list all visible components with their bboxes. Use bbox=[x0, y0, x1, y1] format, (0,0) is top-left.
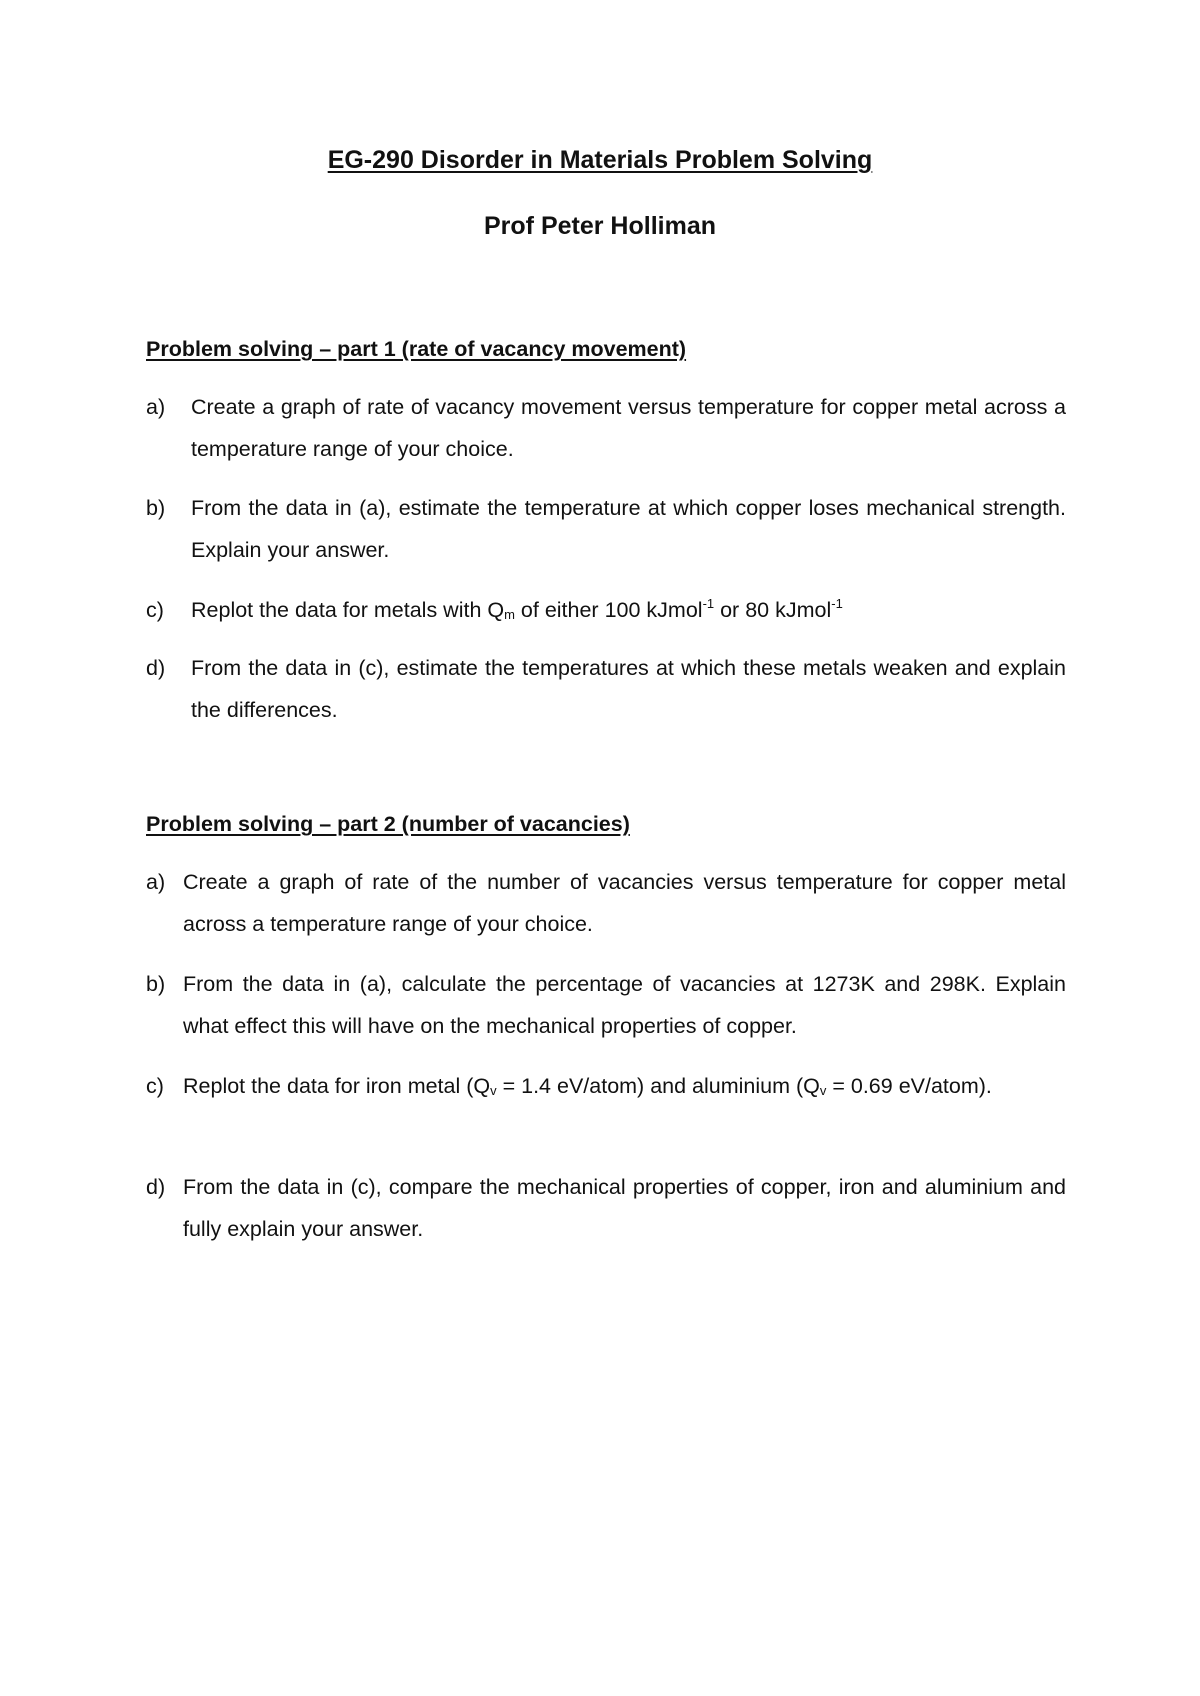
question-label: a) bbox=[146, 395, 166, 419]
text-segment: Replot the data for iron metal (Q bbox=[183, 1074, 491, 1098]
text-segment: of either 100 kJmol bbox=[514, 598, 703, 622]
subscript: m bbox=[504, 607, 515, 622]
question-label: c) bbox=[146, 598, 164, 622]
question-label: d) bbox=[146, 656, 166, 680]
question-text: From the data in (a), estimate the temperature at which copper loses mechanical strength. Explain your answer. bbox=[191, 496, 1066, 562]
document-author: Prof Peter Holliman bbox=[484, 212, 716, 240]
question-text: From the data in (c), compare the mechanical properties of copper, iron and aluminium and fully explain your answer. bbox=[183, 1175, 1066, 1241]
superscript: -1 bbox=[702, 596, 715, 611]
superscript: -1 bbox=[831, 596, 843, 611]
question-text bbox=[191, 589, 1066, 631]
document-title: EG-290 Disorder in Materials Problem Solving bbox=[327, 146, 873, 174]
question-label: c) bbox=[146, 1074, 164, 1098]
text-segment: = 0.69 eV/atom). bbox=[826, 1074, 992, 1098]
question-label: d) bbox=[146, 1175, 166, 1199]
subscript: v bbox=[490, 1083, 497, 1098]
text-segment: or 80 kJmol bbox=[714, 598, 832, 622]
question-text: From the data in (a), calculate the percentage of vacancies at 1273K and 298K. Explain what effect this will have on the mechanical properties of copper. bbox=[183, 972, 1066, 1038]
part1-heading: Problem solving – part 1 (rate of vacancy movement) bbox=[146, 337, 687, 361]
question-text: Create a graph of rate of vacancy movement versus temperature for copper metal across a temperature range of your choice. bbox=[191, 395, 1066, 461]
part2-question-c bbox=[146, 1065, 1066, 1107]
subscript: v bbox=[819, 1083, 827, 1098]
part1-question-d bbox=[146, 647, 1066, 731]
text-segment: Replot the data for metals with Q bbox=[191, 598, 505, 622]
part2-question-b bbox=[146, 963, 1066, 1047]
part1-question-c bbox=[146, 589, 1066, 631]
part1-question-b bbox=[146, 487, 1066, 571]
question-label: b) bbox=[146, 972, 166, 996]
question-label: a) bbox=[146, 870, 166, 894]
part2-question-d bbox=[146, 1166, 1066, 1250]
part1-question-a bbox=[146, 386, 1066, 470]
part2-question-a bbox=[146, 861, 1066, 945]
question-text bbox=[183, 1065, 1066, 1107]
text-segment: = 1.4 eV/atom) and aluminium (Q bbox=[496, 1074, 820, 1098]
question-label: b) bbox=[146, 496, 166, 520]
question-text: Create a graph of rate of the number of vacancies versus temperature for copper metal across a temperature range of your choice. bbox=[183, 870, 1066, 936]
question-text: From the data in (c), estimate the temperatures at which these metals weaken and explain the differences. bbox=[191, 656, 1066, 722]
part2-heading: Problem solving – part 2 (number of vacancies) bbox=[146, 812, 630, 836]
